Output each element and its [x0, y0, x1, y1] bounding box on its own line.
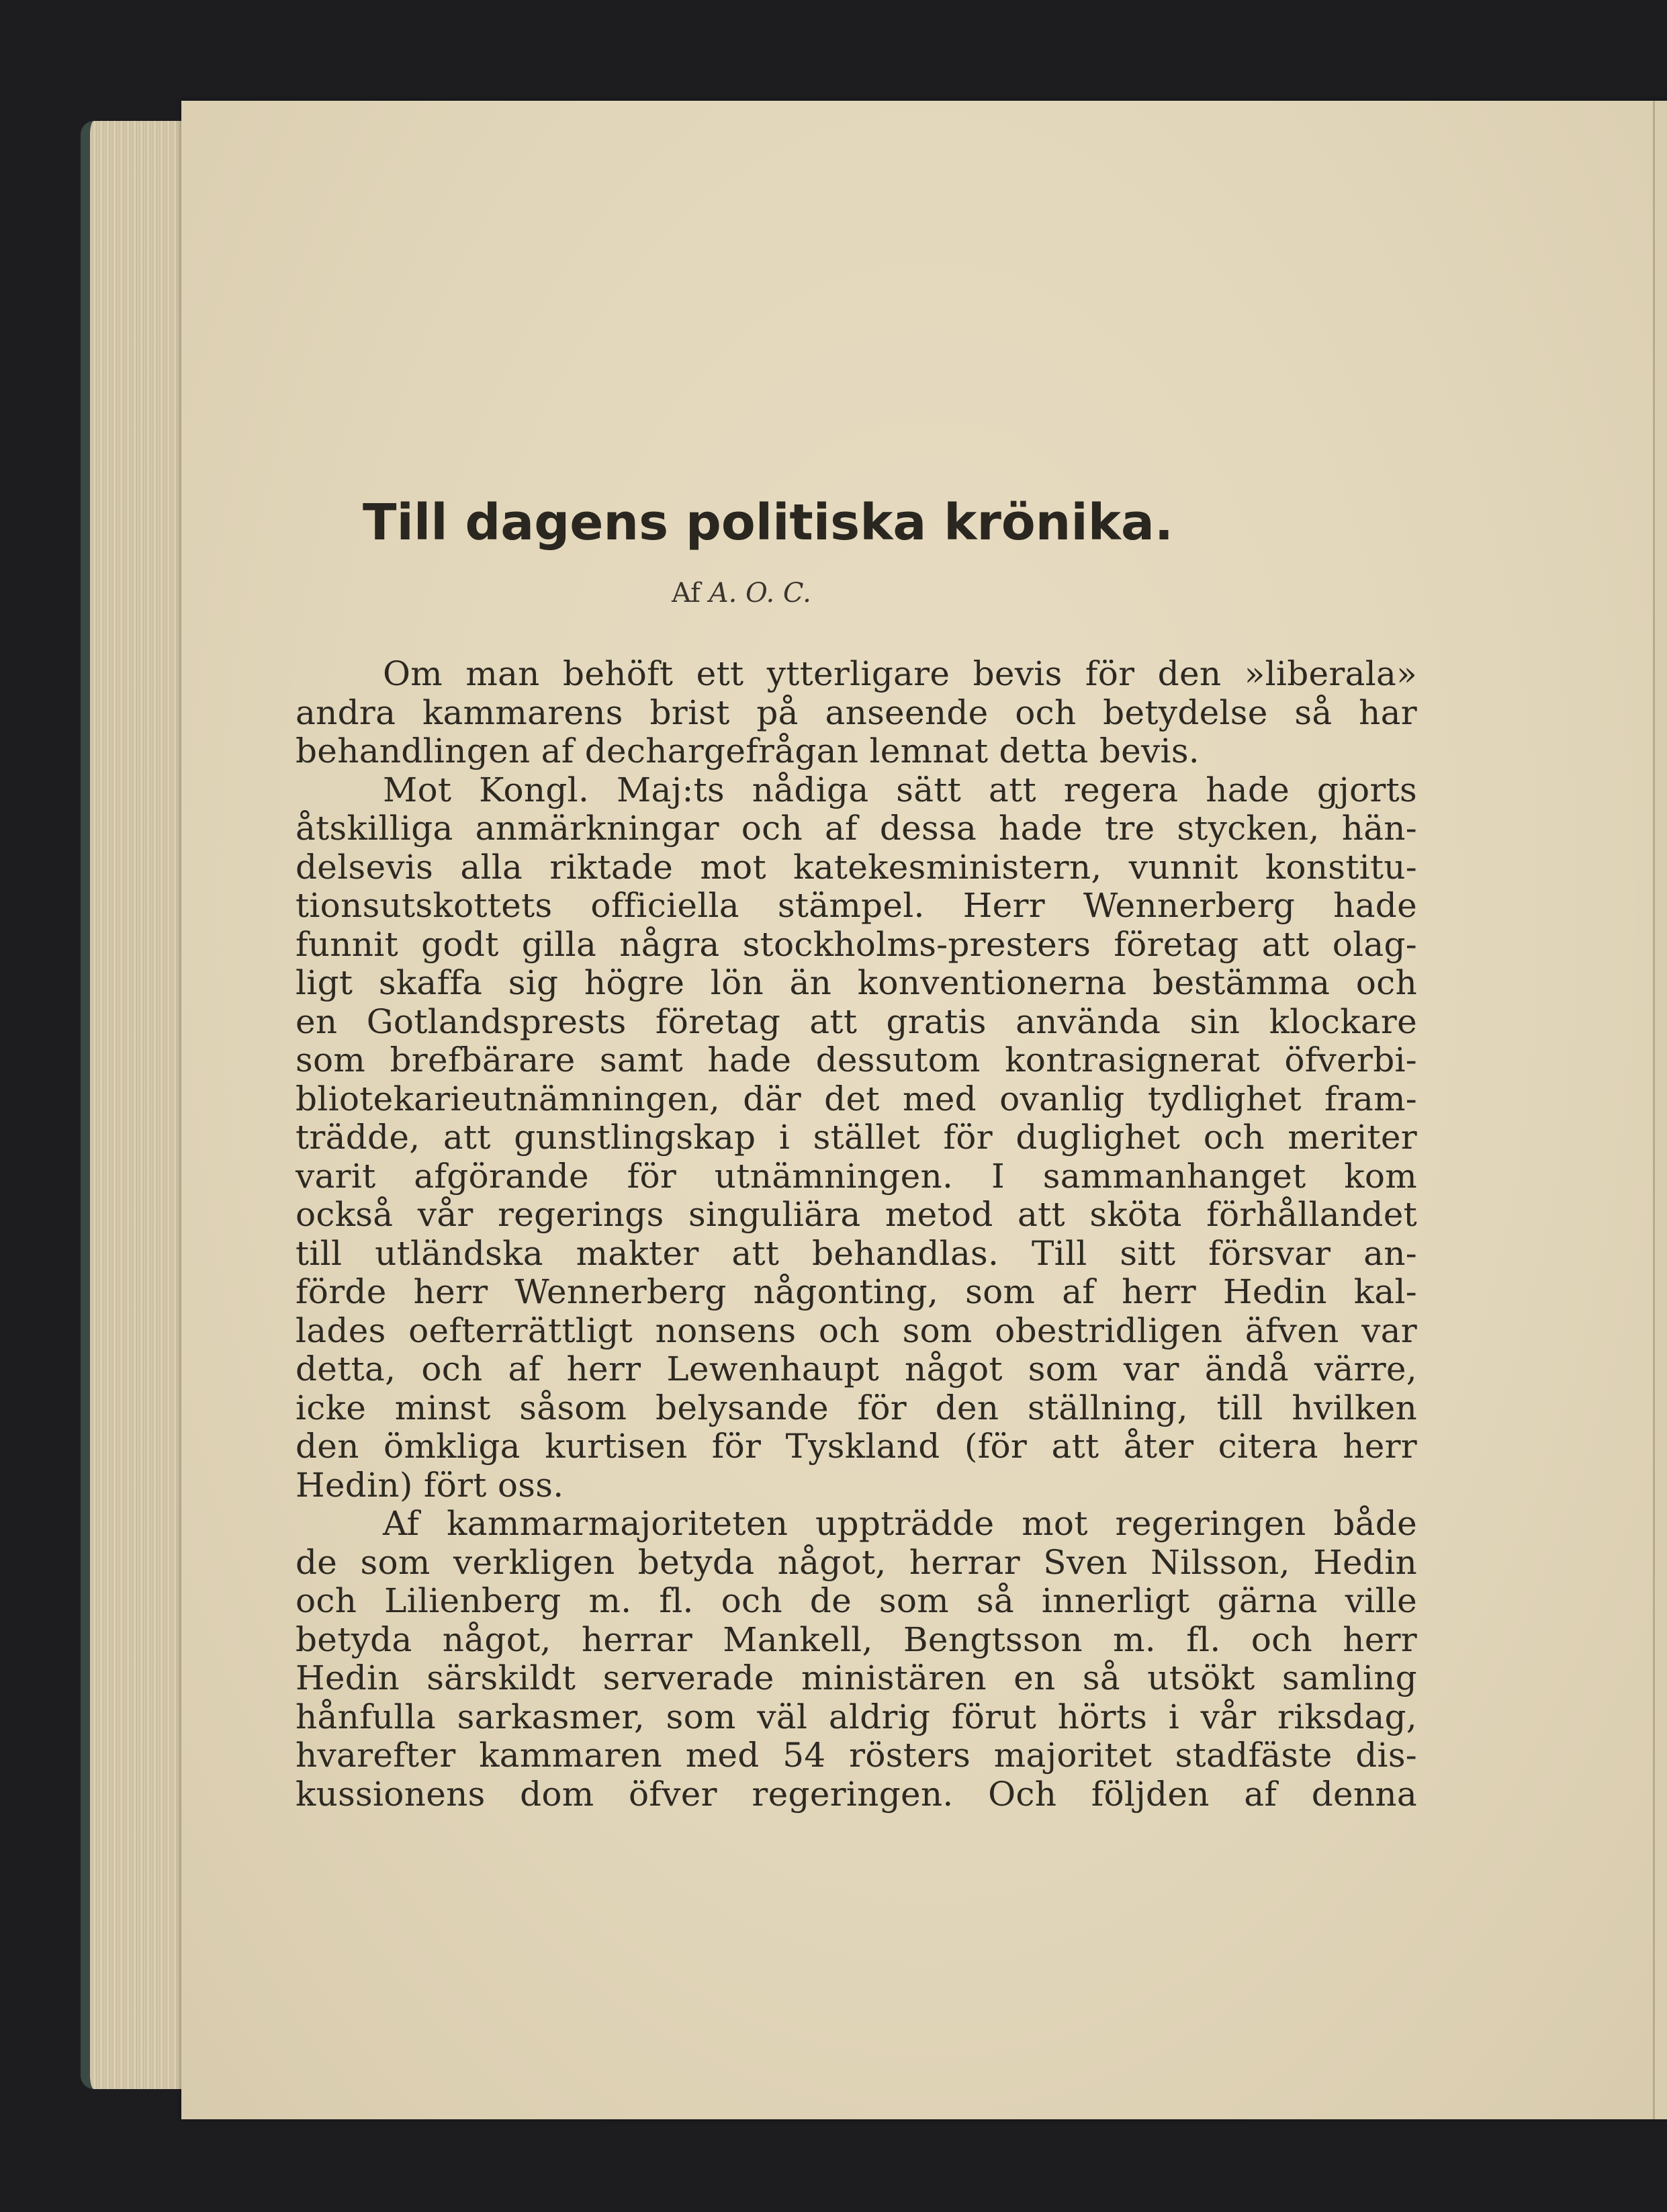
text-line: åtskilliga anmärkningar och af dessa hade tre stycken, hän- — [296, 809, 1417, 848]
text-line: också vår regerings singuliära metod att sköta förhållandet — [296, 1195, 1417, 1234]
text-line: betyda något, herrar Mankell, Bengtsson m. fl. och herr — [296, 1620, 1417, 1659]
text-line: Hedin) fört oss. — [296, 1465, 564, 1505]
text-line: förde herr Wennerberg någonting, som af herr Hedin kal- — [296, 1272, 1417, 1311]
text-line: delsevis alla riktade mot katekesministern, vunnit konstitu- — [296, 847, 1417, 887]
text-line: Mot Kongl. Maj:ts nådiga sätt att regera hade gjorts — [383, 770, 1417, 809]
text-line: de som verkligen betyda något, herrar Sven Nilsson, Hedin — [296, 1542, 1417, 1582]
page-edges — [81, 121, 197, 2089]
text-line: lades oefterrättligt nonsens och som obestridligen äfven var — [296, 1311, 1417, 1350]
text-line: hvarefter kammaren med 54 rösters majoritet stadfäste dis- — [296, 1736, 1417, 1775]
text-line: andra kammarens brist på anseende och betydelse så har — [296, 693, 1417, 732]
text-line: en Gotlandsprests företag att gratis använda sin klockare — [296, 1002, 1417, 1041]
text-line: Hedin särskildt serverade ministären en så utsökt samling — [296, 1658, 1417, 1697]
text-line: icke minst såsom belysande för den ställning, till hvilken — [296, 1388, 1417, 1427]
text-line: varit afgörande för utnämningen. I sammanhanget kom — [296, 1156, 1417, 1196]
text-line: och Lilienberg m. fl. och de som så innerligt gärna ville — [296, 1581, 1417, 1620]
text-line: som brefbärare samt hade dessutom kontrasignerat öfverbi- — [296, 1041, 1417, 1079]
article-body — [296, 655, 1417, 1814]
text-line: funnit godt gilla några stockholms-presters företag att olag- — [296, 924, 1417, 964]
byline-initials: A. O. C. — [709, 578, 811, 609]
text-line: tionsutskottets officiella stämpel. Herr Wennerberg hade — [296, 886, 1417, 925]
text-line: Af kammarmajoriteten uppträdde mot regeringen både — [383, 1504, 1417, 1543]
article-title: Till dagens politiska krönika. — [363, 494, 1173, 551]
text-line: ligt skaffa sig högre lön än konventionerna bestämma och — [296, 963, 1417, 1002]
text-line: hånfulla sarkasmer, som väl aldrig förut hörts i vår riksdag, — [296, 1697, 1417, 1736]
text-line: trädde, att gunstlingskap i stället för duglighet och meriter — [296, 1118, 1417, 1157]
next-page-edge — [1653, 101, 1667, 2119]
article-byline — [672, 578, 811, 609]
text-line: Om man behöft ett ytterligare bevis för den »liberala» — [383, 654, 1417, 693]
text-line: behandlingen af dechargefrågan lemnat detta bevis. — [296, 732, 1200, 770]
text-line: till utländska makter att behandlas. Till sitt försvar an- — [296, 1233, 1417, 1273]
text-line: bliotekarieutnämningen, där det med ovanlig tydlighet fram- — [296, 1079, 1417, 1118]
byline-prefix: Af — [672, 578, 701, 609]
text-line: detta, och af herr Lewenhaupt något som var ändå värre, — [296, 1350, 1417, 1388]
text-line: den ömkliga kurtisen för Tyskland (för att åter citera herr — [296, 1427, 1417, 1466]
text-line: kussionens dom öfver regeringen. Och följden af denna — [296, 1774, 1417, 1814]
